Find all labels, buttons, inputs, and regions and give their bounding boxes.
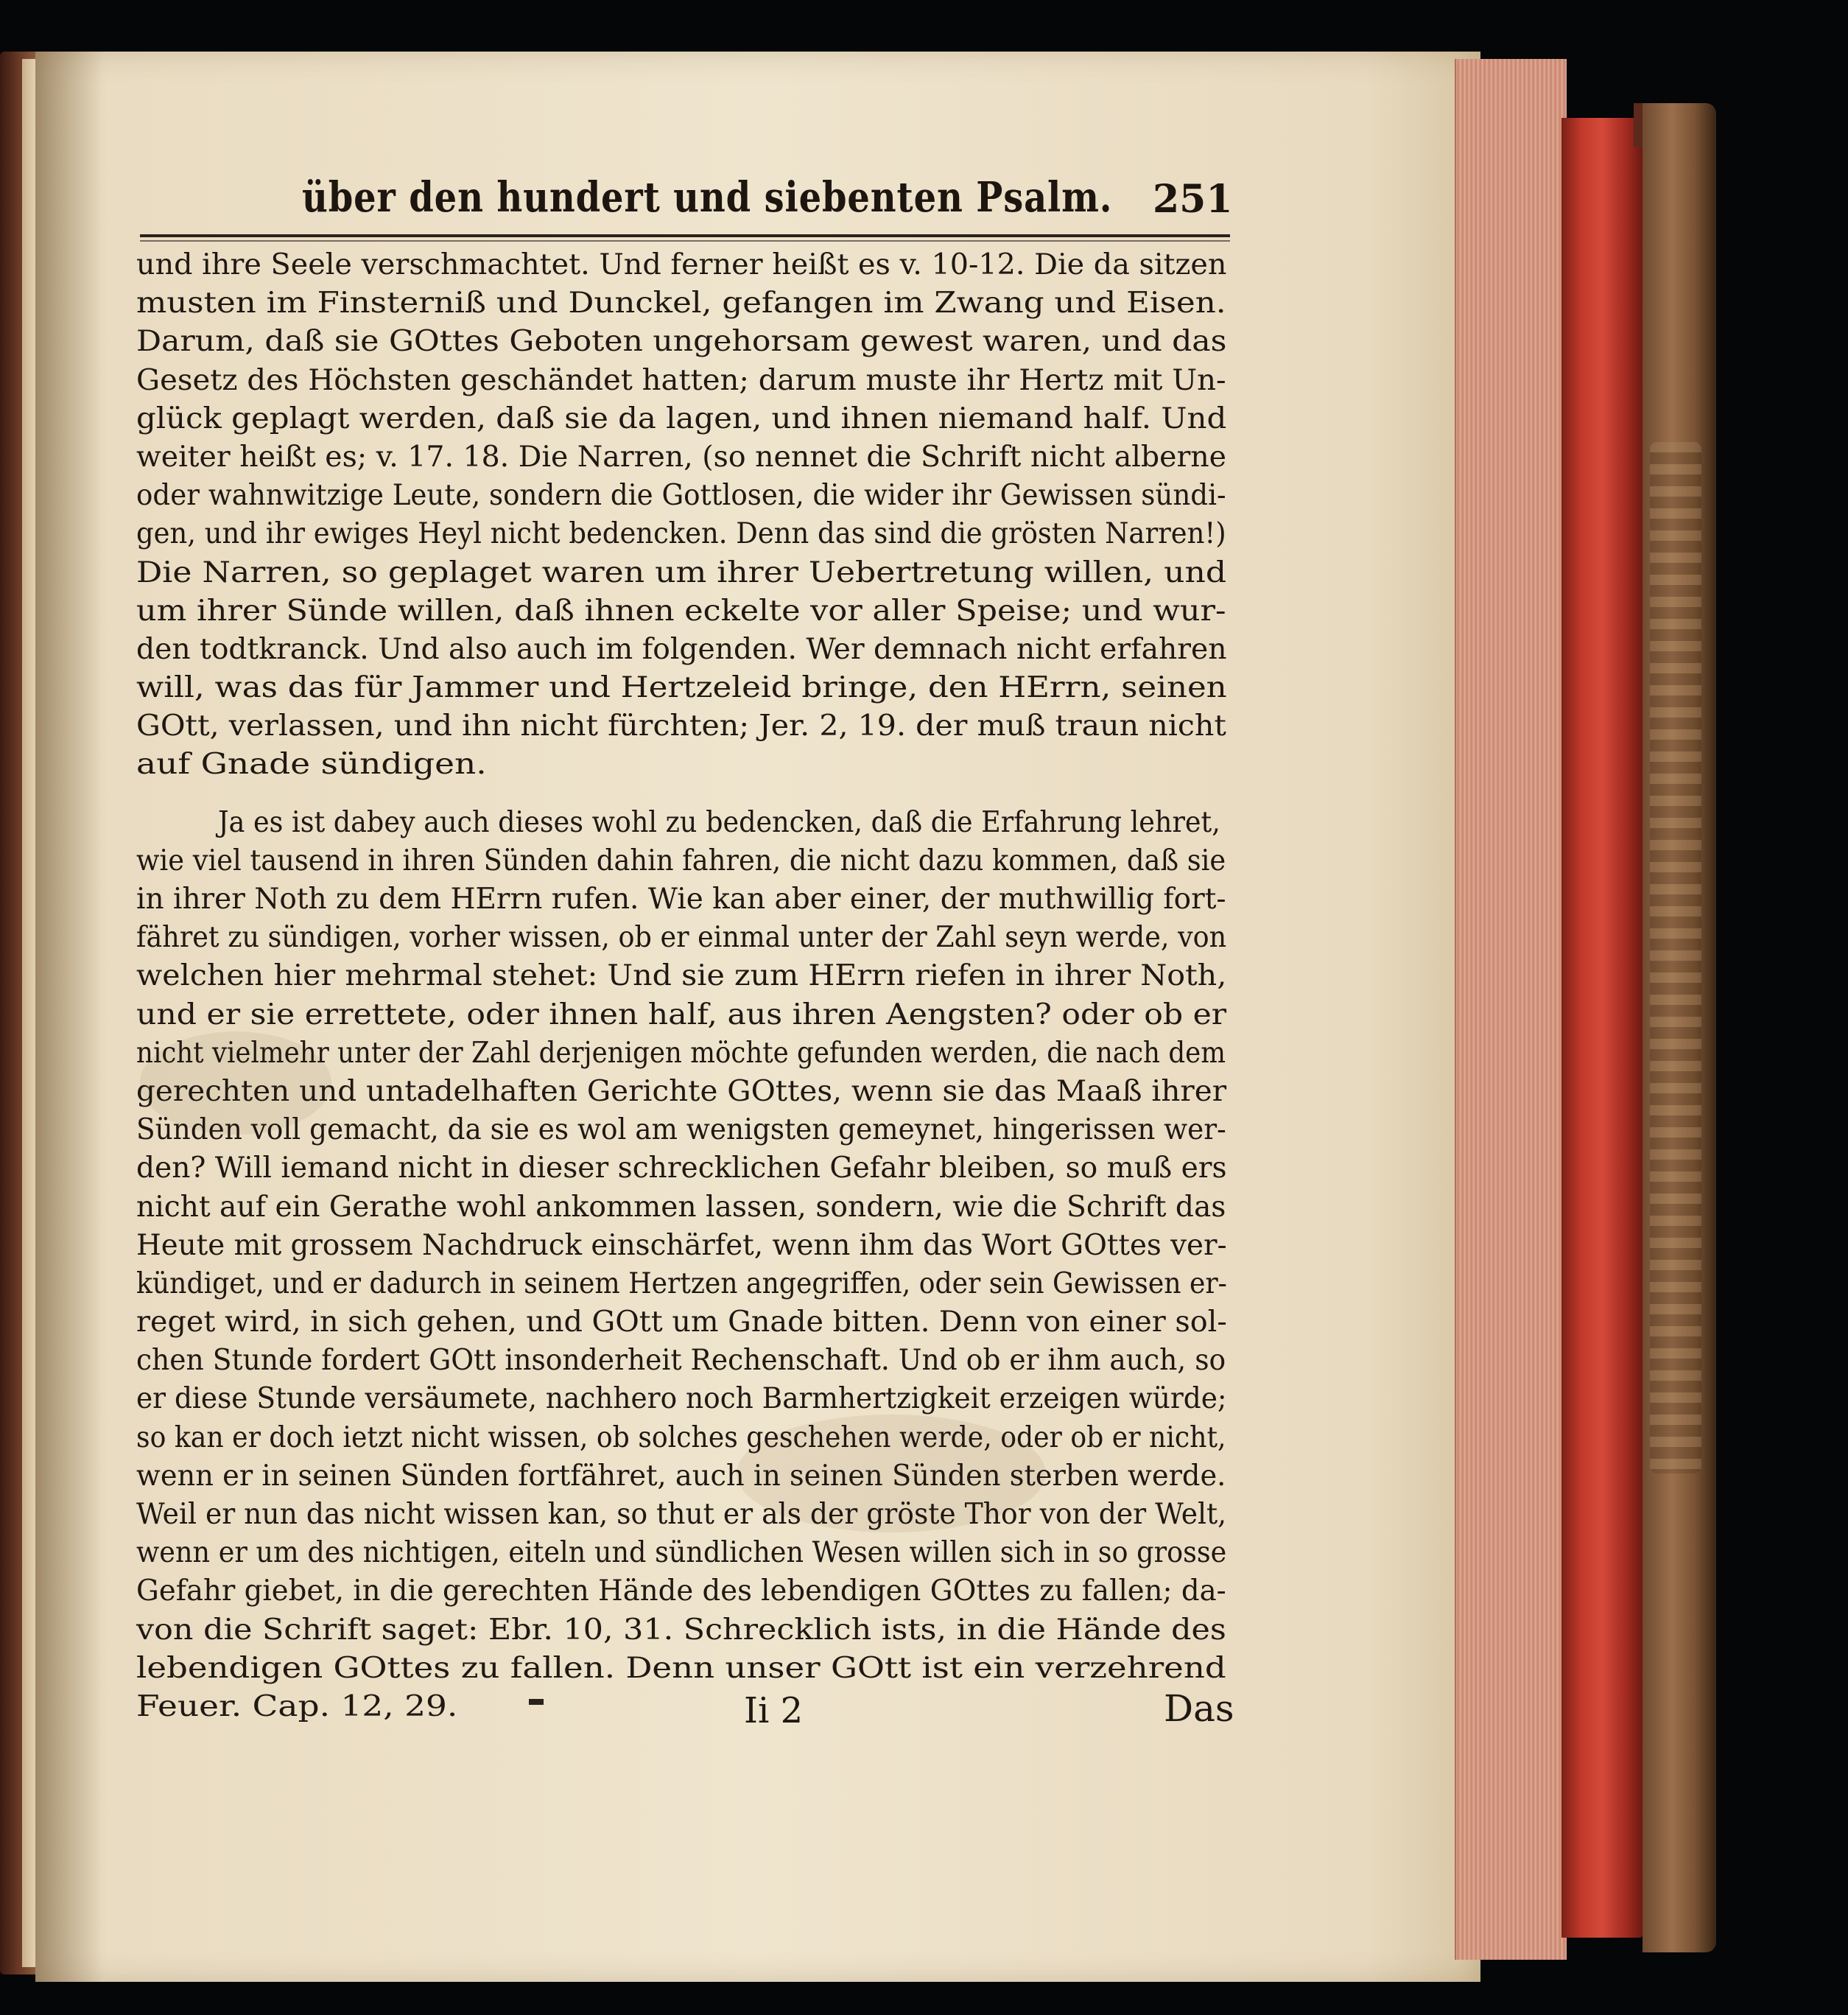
- page-number: 251: [1153, 177, 1233, 222]
- text-line: weiter heißt es; v. 17. 18. Die Narren, (so nennet die Schrift nicht alberne: [136, 439, 1227, 474]
- text-line: lebendigen GOttes zu fallen. Denn unser GOtt ist ein verzehrend: [136, 1650, 1226, 1685]
- red-page-edge: [1561, 118, 1643, 1938]
- text-line: wenn er um des nichtigen, eiteln und sündlichen Wesen willen sich in so grosse: [136, 1535, 1227, 1570]
- text-line: gen, und ihr ewiges Heyl nicht bedencken. Denn das sind die grösten Narren!): [136, 516, 1226, 551]
- facing-page-edge: [22, 59, 37, 1967]
- text-line: kündiget, und er dadurch in seinem Hertzen angegriffen, oder sein Gewissen er-: [136, 1266, 1227, 1300]
- text-line: den todtkranck. Und also auch im folgenden. Wer demnach nicht erfahren: [136, 631, 1227, 666]
- text-line: und ihre Seele verschmachtet. Und ferner heißt es v. 10-12. Die da sitzen: [136, 248, 1227, 281]
- text-line: und er sie errettete, oder ihnen half, aus ihren Aengsten? oder ob er: [136, 997, 1227, 1031]
- text-line: um ihrer Sünde willen, daß ihnen eckelte vor aller Speise; und wur-: [136, 593, 1226, 628]
- text-line: musten im Finsterniß und Dunckel, gefangen im Zwang und Eisen.: [136, 286, 1226, 320]
- gutter-shadow: [35, 52, 102, 1982]
- cover-texture: [1650, 442, 1701, 1473]
- header-rule-thin: [140, 240, 1230, 242]
- text-line: Darum, daß sie GOttes Geboten ungehorsam gewest waren, und das: [136, 324, 1227, 359]
- text-line: reget wird, in sich gehen, und GOtt um Gnade bitten. Denn von einer sol-: [136, 1305, 1227, 1339]
- footer-mark: [529, 1699, 544, 1705]
- text-line: will, was das für Jammer und Hertzeleid bringe, den HErrn, seinen: [136, 670, 1227, 705]
- text-line: so kan er doch ietzt nicht wissen, ob solches geschehen werde, oder ob er nicht,: [136, 1420, 1226, 1454]
- body-text: [136, 245, 1226, 1725]
- text-line: nicht vielmehr unter der Zahl derjenigen möchte gefunden werden, die nach dem: [136, 1035, 1226, 1070]
- paragraph-2: [136, 803, 1226, 1726]
- text-line: Heute mit grossem Nachdruck einschärfet, wenn ihm das Wort GOttes ver-: [136, 1227, 1227, 1262]
- text-line: auf Gnade sündigen.: [136, 747, 487, 782]
- text-line: nicht auf ein Gerathe wohl ankommen lassen, sondern, wie die Schrift das: [136, 1189, 1226, 1224]
- text-line: Feuer. Cap. 12, 29.: [136, 1689, 458, 1723]
- text-line: fähret zu sündigen, vorher wissen, ob er einmal unter der Zahl seyn werde, von: [136, 920, 1227, 955]
- text-line: Die Narren, so geplaget waren um ihrer Uebertretung willen, und: [136, 555, 1227, 589]
- header-rule: [140, 234, 1230, 237]
- text-line: GOtt, verlassen, und ihn nicht fürchten; Jer. 2, 19. der muß traun nicht: [136, 709, 1226, 743]
- text-line: chen Stunde fordert GOtt insonderheit Rechenschaft. Und ob er ihm auch, so: [136, 1343, 1226, 1378]
- running-head: [302, 168, 1223, 227]
- text-line: Ja es ist dabey auch dieses wohl zu bedencken, daß die Erfahrung lehret,: [218, 805, 1220, 839]
- text-line: er diese Stunde versäumete, nachhero noch Barmhertzigkeit erzeigen würde;: [136, 1381, 1227, 1416]
- text-line: Sünden voll gemacht, da sie es wol am wenigsten gemeynet, hingerissen wer-: [136, 1112, 1226, 1147]
- text-line: von die Schrift saget: Ebr. 10, 31. Schrecklich ists, in die Hände des: [136, 1612, 1226, 1647]
- catchword: Das: [1164, 1687, 1234, 1730]
- paragraph-1: [136, 245, 1226, 784]
- text-line: wenn er in seinen Sünden fortfähret, auch in seinen Sünden sterben werde.: [136, 1458, 1226, 1493]
- text-line: in ihrer Noth zu dem HErrn rufen. Wie kan aber einer, der muthwillig fort-: [136, 882, 1226, 916]
- page-edges: [1455, 59, 1567, 1960]
- running-title: über den hundert und siebenten Psalm.: [302, 173, 1113, 222]
- text-line: Gesetz des Höchsten geschändet hatten; darum muste ihr Hertz mit Un-: [136, 362, 1226, 397]
- text-line: oder wahnwitzige Leute, sondern die Gottlosen, die wider ihr Gewissen sündi-: [136, 478, 1226, 513]
- text-line: wie viel tausend in ihren Sünden dahin fahren, die nicht dazu kommen, daß sie: [136, 843, 1226, 877]
- text-line: welchen hier mehrmal stehet: Und sie zum HErrn riefen in ihrer Noth,: [136, 959, 1227, 993]
- text-line: gerechten und untadelhaften Gerichte GOttes, wenn sie das Maaß ihrer: [136, 1073, 1227, 1108]
- signature-mark: Ii 2: [744, 1690, 804, 1731]
- text-line: den? Will iemand nicht in dieser schrecklichen Gefahr bleiben, so muß ers: [136, 1151, 1227, 1185]
- text-line: Gefahr giebet, in die gerechten Hände des lebendigen GOttes zu fallen; da-: [136, 1574, 1226, 1608]
- text-line: Weil er nun das nicht wissen kan, so thut er als der gröste Thor von der Welt,: [136, 1497, 1227, 1531]
- text-line: glück geplagt werden, daß sie da lagen, und ihnen niemand half. Und: [136, 401, 1227, 435]
